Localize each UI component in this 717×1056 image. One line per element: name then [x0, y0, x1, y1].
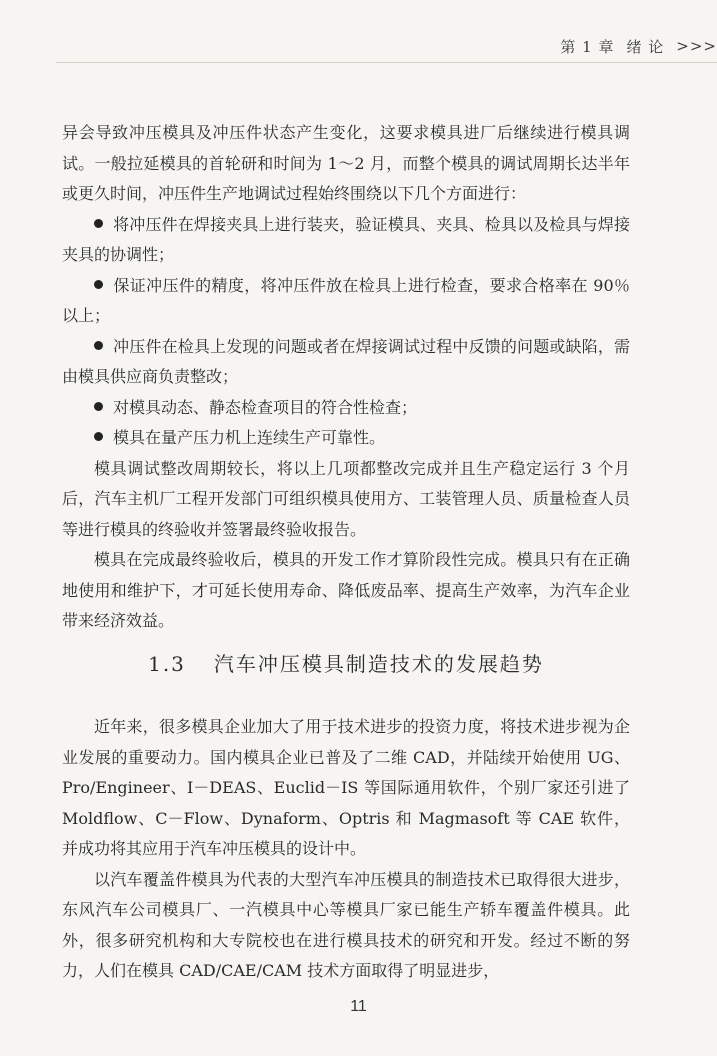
bullet-item: 保证冲压件的精度，将冲压件放在检具上进行检查，要求合格率在 90％以上； — [62, 275, 630, 325]
bullet-item: 将冲压件在焊接夹具上进行装夹，验证模具、夹具、检具以及检具与焊接夹具的协调性； — [62, 214, 630, 264]
running-header — [560, 34, 717, 58]
paragraph: 以汽车覆盖件模具为代表的大型汽车冲压模具的制造技术已取得很大进步，东风汽车公司模具厂、一汽模具中心等模具厂家已能生产轿车覆盖件模具。此外，很多研究机构和大专院校也在进行模具技术的研究和开发。经过不断的努力，人们在模具 CAD/CAE/CAM 技术方面取得了明显进步， — [62, 869, 630, 980]
bullet-icon — [94, 432, 103, 441]
bullet-item: 冲压件在检具上发现的问题或者在焊接调试过程中反馈的问题或缺陷，需由模具供应商负责整改； — [62, 336, 630, 386]
body-text-top — [62, 118, 630, 637]
paragraph: 近年来，很多模具企业加大了用于技术进步的投资力度，将技术进步视为企业发展的重要动力。国内模具企业已普及了二维 CAD，并陆续开始使用 UG、Pro/Engineer、I－DEAS、Euclid－IS 等国际通用软件，个别厂家还引进了 Moldflow、C－Flow、Dynaform、Optris 和 Magmasoft 等 CAE 软件，并成功将其应用于汽车冲压模具的设计中。 — [62, 717, 630, 858]
bullet-item: 对模具动态、静态检查项目的符合性检查； — [62, 393, 630, 424]
paragraph: 模具在完成最终验收后，模具的开发工作才算阶段性完成。模具只有在正确地使用和维护下，才可延长使用寿命、降低废品率、提高生产效率，为汽车企业带来经济效益。 — [62, 550, 630, 630]
page-number: 11 — [350, 998, 367, 1015]
header-rule — [56, 62, 717, 63]
bullet-item: 模具在量产压力机上连续生产可靠性。 — [62, 423, 630, 454]
section-heading — [62, 648, 630, 677]
body-text-bottom — [62, 712, 630, 987]
paragraph: 异会导致冲压模具及冲压件状态产生变化，这要求模具进厂后继续进行模具调试。一般拉延模具的首轮研和时间为 1～2 月，而整个模具的调试周期长达半年或更久时间，冲压件生产地调试过程始终围绕以下几个方面进行： — [62, 123, 630, 203]
bullet-icon — [94, 280, 103, 289]
bullet-icon — [94, 341, 103, 350]
chevron-right-icon: >>> — [676, 37, 717, 55]
chapter-number: 第 1 章 — [560, 37, 615, 56]
bullet-icon — [94, 219, 103, 228]
bullet-icon — [94, 402, 103, 411]
paragraph: 模具调试整改周期较长，将以上几项都整改完成并且生产稳定运行 3 个月后，汽车主机厂工程开发部门可组织模具使用方、工装管理人员、质量检查人员等进行模具的终验收并签署最终验收报告。 — [62, 458, 630, 539]
chapter-title: 绪 论 — [626, 37, 665, 56]
section-number: 1.3 — [148, 652, 186, 676]
section-title: 汽车冲压模具制造技术的发展趋势 — [213, 652, 544, 676]
